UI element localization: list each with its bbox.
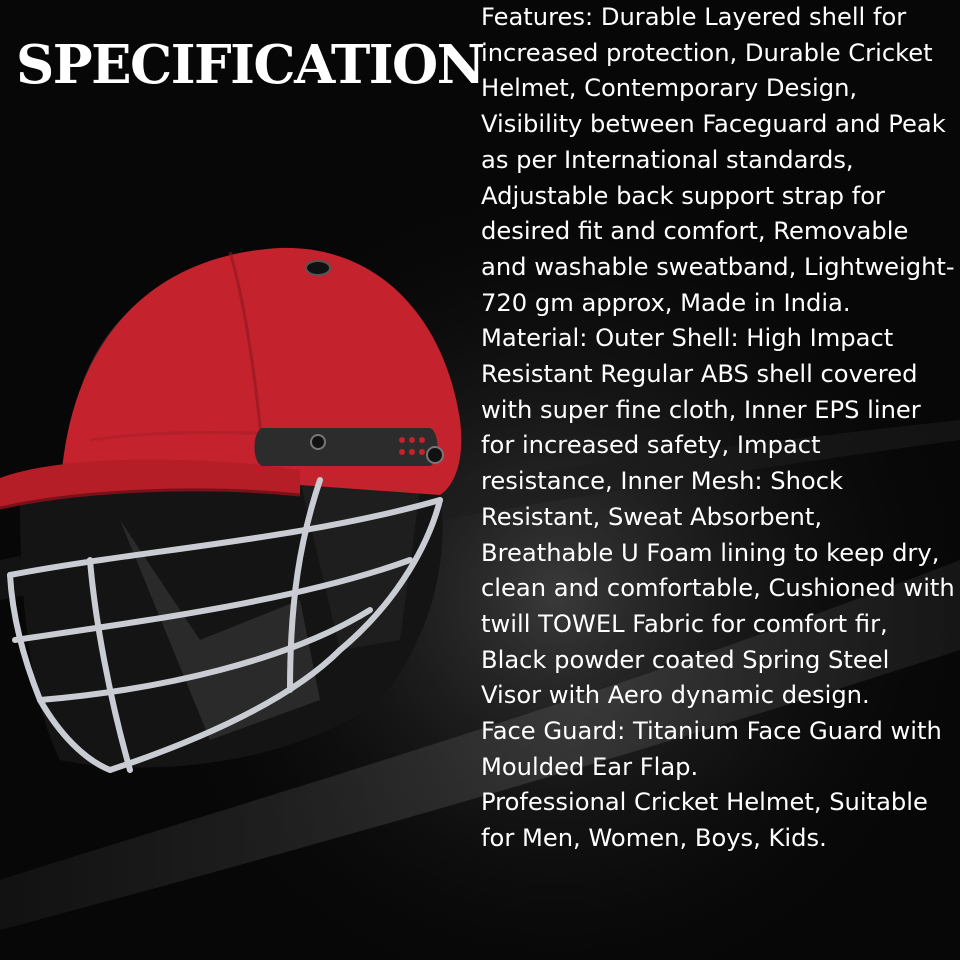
usage-paragraph: Professional Cricket Helmet, Suitable for Men, Women, Boys, Kids. xyxy=(481,788,928,853)
face-guard-paragraph: Face Guard: Titanium Face Guard with Moulded Ear Flap. xyxy=(481,717,942,781)
specification-text xyxy=(481,0,956,857)
features-paragraph: Features: Durable Layered shell for increased protection, Durable Cricket Helmet, Contemporary Design, Visibility between Faceguard and Peak as per International standards, Adjustable back support strap for desired fit and comfort, Removable and washable sweatband, Lightweight- 720 gm approx, Made in India. xyxy=(481,3,955,317)
page-title: SPECIFICATION xyxy=(16,34,484,96)
helmet-image xyxy=(0,200,470,800)
material-paragraph: Material: Outer Shell: High Impact Resistant Regular ABS shell covered with super fine cloth, Inner EPS liner for increased safety, Impact resistance, Inner Mesh: Shock Resistant, Sweat Absorbent, Breathable U Foam lining to keep dry, clean and comfortable, Cushioned with twill TOWEL Fabric for comfort fir, Black powder coated Spring Steel Visor with Aero dynamic design. xyxy=(481,324,955,710)
